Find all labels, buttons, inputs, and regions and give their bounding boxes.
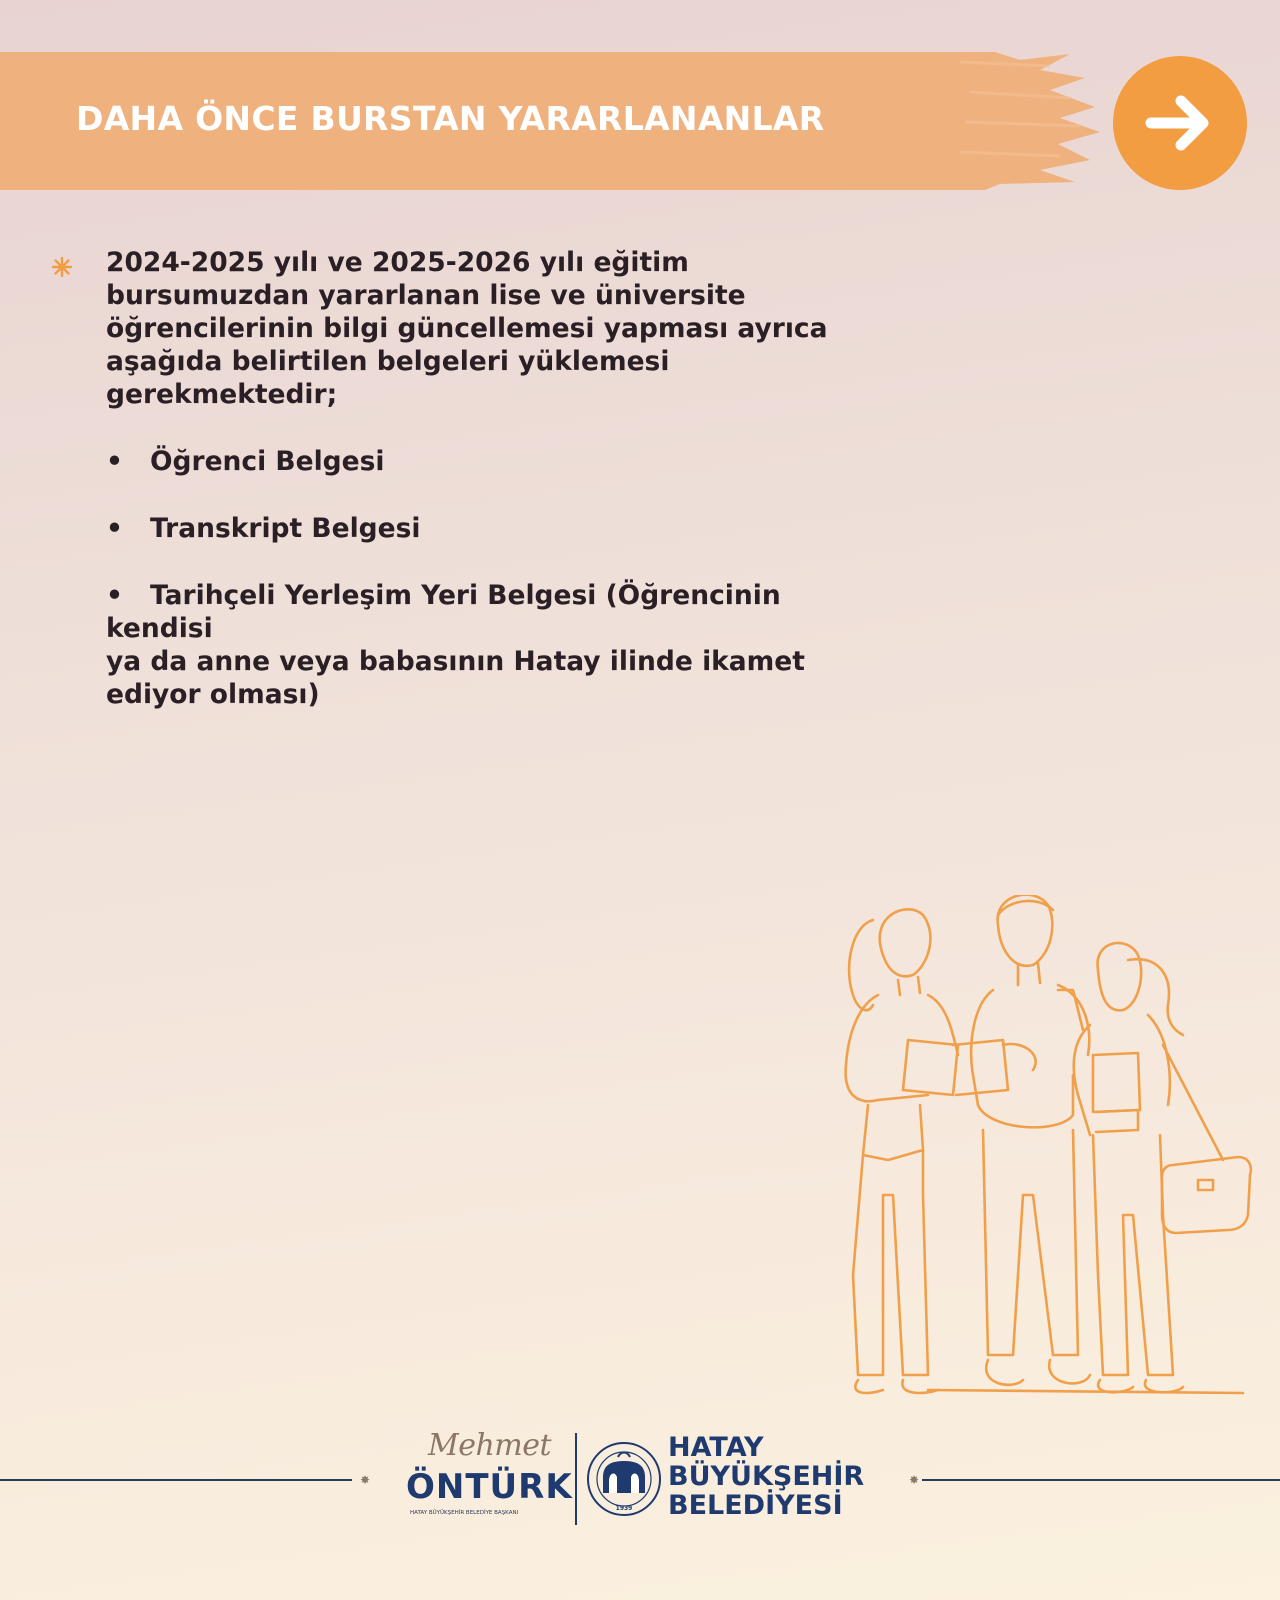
intro-line: bursumuzdan yararlanan lise ve üniversite [106,280,746,311]
organization-name [668,1433,864,1520]
list-item-text: ediyor olması) [106,679,320,710]
bullet: • [106,580,123,611]
intro-paragraph [106,246,886,411]
org-line: HATAY [668,1432,764,1463]
mayor-signature: Mehmet [428,1428,552,1463]
org-line: BÜYÜKŞEHİR [668,1461,865,1492]
bullet: • [106,513,123,544]
list-item-text: Tarihçeli Yerleşim Yeri Belgesi (Öğrencinin kendisi [106,580,781,644]
footer-divider-left [0,1479,352,1481]
org-line: BELEDİYESİ [668,1490,843,1521]
list-item-text: Transkript Belgesi [150,513,421,544]
page-title: DAHA ÖNCE BURSTAN YARARLANANLAR [76,99,825,138]
logo-divider [575,1433,577,1525]
intro-line: gerekmektedir; [106,379,338,410]
intro-line: 2024-2025 yılı ve 2025-2026 yılı eğitim [106,247,689,278]
list-item-text: ya da anne veya babasının Hatay ilinde ikamet [106,646,805,677]
mayor-caption: HATAY BÜYÜKŞEHİR BELEDİYE BAŞKANI [410,1510,519,1516]
mayor-surname: ÖNTÜRK [406,1467,573,1507]
footer-ornament-right: ✸ [909,1473,920,1487]
list-item-residence-certificate [106,579,886,711]
footer-ornament-left: ✸ [360,1473,371,1487]
intro-line: aşağıda belirtilen belgeleri yüklemesi [106,346,670,377]
bullet: • [106,446,123,477]
list-item-transcript [106,512,886,545]
municipality-seal-logo [585,1427,663,1531]
intro-line: öğrencilerinin bilgi güncellemesi yapması ayrıca [106,313,828,344]
list-item-text: Öğrenci Belgesi [150,446,385,477]
next-button[interactable] [1113,56,1247,190]
star-bullet-icon [52,257,72,277]
footer-divider-right [922,1479,1280,1481]
list-item-student-certificate [106,445,886,478]
seal-year: 1939 [615,1505,633,1512]
arrow-right-icon [1145,93,1215,153]
students-illustration [828,895,1258,1425]
